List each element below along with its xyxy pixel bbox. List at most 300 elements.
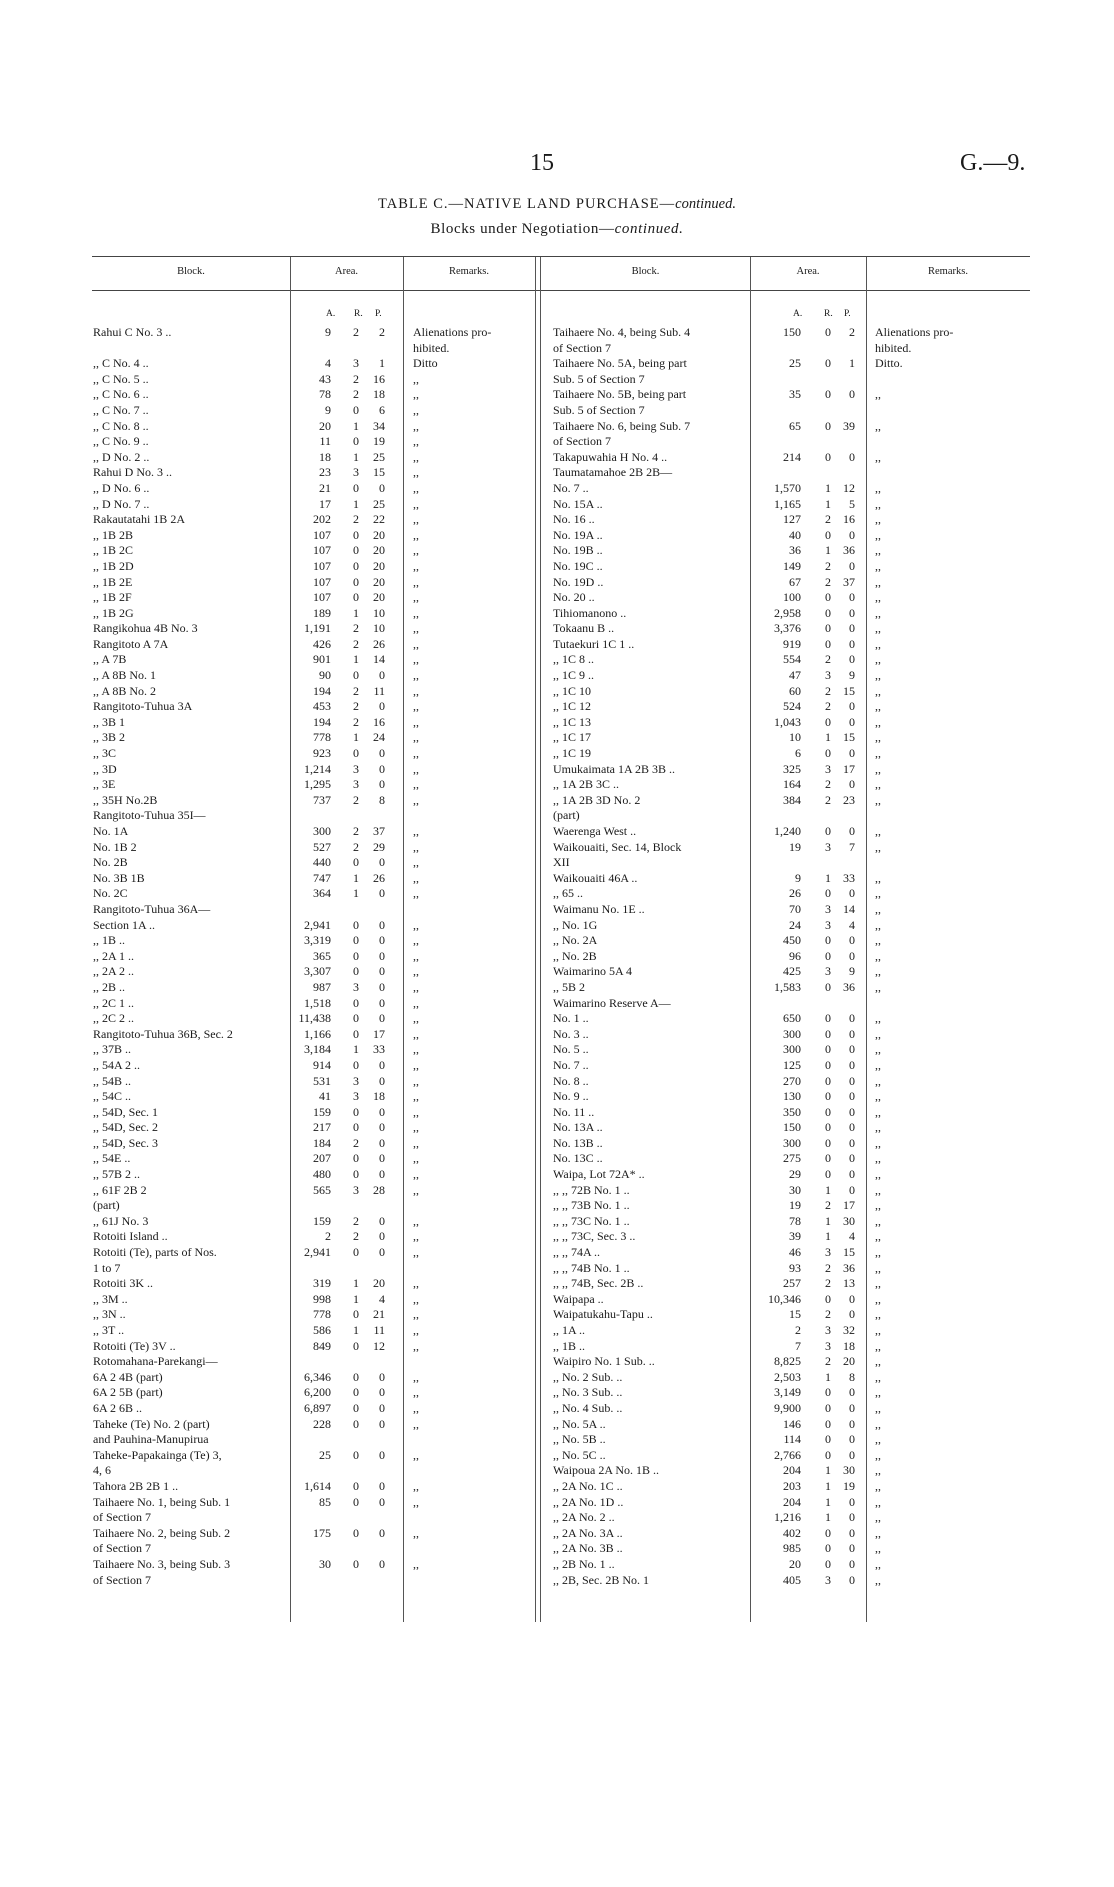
table-row <box>93 1323 533 1339</box>
block-name: ,, 57B 2 .. <box>93 1167 141 1182</box>
table-row <box>93 325 533 341</box>
area-roods: 1 <box>353 605 359 620</box>
table-row <box>93 590 533 606</box>
remarks-cell: ,, <box>875 1151 881 1166</box>
remarks-cell: ,, <box>413 434 419 449</box>
area-perches: 33 <box>373 1042 385 1057</box>
block-name: No. 11 .. <box>553 1104 595 1119</box>
area-acres: 300 <box>313 824 331 838</box>
area-roods: 1 <box>353 1276 359 1291</box>
area-roods: 0 <box>353 1385 359 1400</box>
area-roods: 3 <box>825 1245 831 1260</box>
table-row <box>553 996 1033 1012</box>
area-perches: 30 <box>843 1213 855 1228</box>
area-roods: 1 <box>353 652 359 667</box>
remarks-cell: ,, <box>413 480 419 495</box>
unit-acres: A. <box>326 309 336 319</box>
remarks-cell: ,, <box>413 1026 419 1041</box>
area-roods: 0 <box>825 1057 831 1072</box>
table-row <box>553 840 1033 856</box>
remarks-cell: ,, <box>413 1167 419 1182</box>
block-name: Waikouaiti 46A .. <box>553 870 638 885</box>
area-perches: 36 <box>843 543 855 558</box>
area-roods: 1 <box>353 449 359 464</box>
table-row <box>553 1074 1033 1090</box>
table-row <box>93 1448 533 1464</box>
block-name: Waipa, Lot 72A* .. <box>553 1167 645 1182</box>
area-perches: 11 <box>373 683 385 698</box>
remarks-cell: ,, <box>413 886 419 901</box>
block-name: 4, 6 <box>93 1463 111 1478</box>
remarks-cell: ,, <box>413 1369 419 1384</box>
table-row <box>93 1510 533 1526</box>
table-row <box>93 933 533 949</box>
block-name: ,, A 8B No. 1 <box>93 668 157 683</box>
remarks-cell: ,, <box>413 496 419 511</box>
area-perches: 0 <box>849 1556 855 1571</box>
block-name: ,, C No. 7 .. <box>93 402 149 417</box>
block-name: ,, ,, 73C No. 1 .. <box>553 1213 630 1228</box>
remarks-cell: ,, <box>875 496 881 511</box>
area-perches: 0 <box>849 777 855 792</box>
remarks-cell: ,, <box>413 870 419 885</box>
block-name: ,, 54D, Sec. 3 <box>93 1135 158 1150</box>
area-roods: 1 <box>825 480 831 495</box>
area-perches: 0 <box>379 1385 385 1400</box>
area-perches: 28 <box>373 1182 385 1197</box>
remarks-cell: ,, <box>413 1120 419 1135</box>
area-acres: 2 <box>795 1323 801 1337</box>
table-row <box>553 730 1033 746</box>
remarks-cell: ,, <box>875 979 881 994</box>
block-name: ,, 1C 17 <box>553 730 592 745</box>
block-name: ,, No. 2B <box>553 948 597 963</box>
remarks-cell: ,, <box>875 1089 881 1104</box>
remarks-cell: ,, <box>875 683 881 698</box>
area-roods: 1 <box>825 543 831 558</box>
area-roods: 1 <box>825 1478 831 1493</box>
table-row <box>553 465 1033 481</box>
area-acres: 531 <box>313 1073 331 1088</box>
area-perches: 0 <box>849 1525 855 1540</box>
block-name: 6A 2 4B (part) <box>93 1369 163 1384</box>
remarks-cell: ,, <box>875 512 881 527</box>
remarks-cell: ,, <box>875 933 881 948</box>
table-row <box>553 949 1033 965</box>
block-name: ,, No. 3 Sub. .. <box>553 1385 623 1400</box>
area-acres: 189 <box>313 605 331 620</box>
remarks-cell: ,, <box>413 543 419 558</box>
table-row <box>93 684 533 700</box>
remarks-cell: ,, <box>875 1182 881 1197</box>
area-roods: 3 <box>825 917 831 932</box>
table-row <box>553 1229 1033 1245</box>
area-perches: 0 <box>379 1073 385 1088</box>
area-perches: 0 <box>849 652 855 667</box>
table-row <box>553 559 1033 575</box>
remarks-cell: ,, <box>413 652 419 667</box>
area-acres: 527 <box>313 839 331 854</box>
remarks-cell: ,, <box>413 512 419 527</box>
area-acres: 127 <box>783 512 801 527</box>
area-perches: 0 <box>379 964 385 979</box>
block-name: ,, C No. 9 .. <box>93 434 149 449</box>
remarks-cell: ,, <box>875 668 881 683</box>
area-acres: 159 <box>313 1213 331 1228</box>
area-roods: 0 <box>353 1494 359 1509</box>
remarks-cell: ,, <box>875 543 881 558</box>
area-roods: 0 <box>825 1432 831 1447</box>
area-acres: 849 <box>313 1338 331 1353</box>
remarks-cell: ,, <box>875 1057 881 1072</box>
table-subtitle-main: Blocks under Negotiation— <box>430 221 615 237</box>
area-acres: 1,191 <box>304 621 331 636</box>
table-row <box>553 1417 1033 1433</box>
area-roods: 0 <box>825 1135 831 1150</box>
area-acres: 39 <box>789 1229 801 1244</box>
area-perches: 0 <box>379 1245 385 1260</box>
table-row <box>553 1323 1033 1339</box>
area-roods: 0 <box>825 1011 831 1026</box>
table-row <box>553 824 1033 840</box>
block-name: ,, ,, 74B, Sec. 2B .. <box>553 1276 644 1291</box>
area-perches: 18 <box>373 387 385 402</box>
block-name: ,, 3E <box>93 777 116 792</box>
area-acres: 26 <box>789 886 801 901</box>
block-name: No. 19C .. <box>553 558 603 573</box>
block-name: ,, 2A No. 1D .. <box>553 1494 624 1509</box>
area-perches: 0 <box>379 886 385 901</box>
block-name: ,, 3C <box>93 746 117 761</box>
block-name: ,, 1C 10 <box>553 683 592 698</box>
area-roods: 0 <box>825 387 831 402</box>
area-acres: 11,438 <box>298 1011 331 1026</box>
area-acres: 228 <box>313 1416 331 1431</box>
area-perches: 2 <box>379 325 385 339</box>
area-roods: 0 <box>825 325 831 339</box>
area-perches: 0 <box>379 1525 385 1540</box>
block-name: 6A 2 6B .. <box>93 1400 143 1415</box>
area-perches: 0 <box>379 917 385 932</box>
area-roods: 0 <box>825 886 831 901</box>
block-name: No. 13A .. <box>553 1120 603 1135</box>
block-name: ,, 1B 2D <box>93 558 134 573</box>
remarks-cell: ,, <box>875 1494 881 1509</box>
area-acres: 554 <box>783 652 801 667</box>
area-acres: 364 <box>313 886 331 901</box>
block-name: ,, D No. 7 .. <box>93 496 150 511</box>
area-roods: 3 <box>825 964 831 979</box>
area-perches: 0 <box>379 746 385 761</box>
table-row <box>93 1120 533 1136</box>
table-row <box>93 512 533 528</box>
remarks-cell: ,, <box>413 1307 419 1322</box>
table-row <box>93 855 533 871</box>
area-perches: 0 <box>379 1120 385 1135</box>
block-name: ,, 3B 2 <box>93 730 126 745</box>
area-acres: 440 <box>313 855 331 870</box>
area-acres: 130 <box>783 1089 801 1104</box>
remarks-cell: Alienations pro- <box>413 325 492 339</box>
area-acres: 70 <box>789 901 801 916</box>
table-row <box>93 543 533 559</box>
area-roods: 2 <box>353 1213 359 1228</box>
area-perches: 0 <box>849 1089 855 1104</box>
area-roods: 0 <box>353 964 359 979</box>
area-perches: 32 <box>843 1323 855 1337</box>
area-acres: 6,200 <box>304 1385 331 1400</box>
area-acres: 20 <box>789 1556 801 1571</box>
area-acres: 40 <box>789 527 801 542</box>
remarks-cell: ,, <box>413 1135 419 1150</box>
area-acres: 9 <box>795 870 801 885</box>
table-row <box>93 1214 533 1230</box>
area-acres: 43 <box>319 371 331 386</box>
table-row <box>93 1276 533 1292</box>
block-name: No. 5 .. <box>553 1042 589 1057</box>
table-row <box>93 497 533 513</box>
block-name: ,, 54B .. <box>93 1073 132 1088</box>
table-row <box>553 1307 1033 1323</box>
area-acres: 214 <box>783 449 801 464</box>
block-name: No. 3 .. <box>553 1026 589 1041</box>
table-row <box>553 356 1033 372</box>
remarks-cell: ,, <box>875 652 881 667</box>
remarks-cell: ,, <box>413 1089 419 1104</box>
remarks-cell: ,, <box>413 402 419 417</box>
block-name: Rotomahana-Parekangi— <box>93 1354 218 1369</box>
area-perches: 0 <box>849 1307 855 1322</box>
block-name: Waipatukahu-Tapu .. <box>553 1307 653 1322</box>
area-roods: 0 <box>353 1307 359 1322</box>
block-name: ,, No. 1G <box>553 917 598 932</box>
table-title-main: TABLE C.—NATIVE LAND PURCHASE— <box>378 196 676 212</box>
area-roods: 2 <box>353 512 359 527</box>
remarks-cell: ,, <box>875 948 881 963</box>
area-acres: 480 <box>313 1167 331 1182</box>
area-perches: 0 <box>849 605 855 620</box>
area-perches: 12 <box>843 480 855 495</box>
table-row <box>553 715 1033 731</box>
block-name: Rangitoto A 7A <box>93 636 169 651</box>
area-acres: 1,583 <box>774 979 801 994</box>
block-name: Taihaere No. 1, being Sub. 1 <box>93 1494 231 1509</box>
block-name: ,, 1B 2F <box>93 590 132 605</box>
area-perches: 25 <box>373 449 385 464</box>
area-perches: 0 <box>849 1291 855 1306</box>
remarks-cell: ,, <box>413 761 419 776</box>
area-roods: 2 <box>353 387 359 402</box>
area-acres: 149 <box>783 558 801 573</box>
block-name: ,, No. 5C .. <box>553 1447 606 1462</box>
area-acres: 1,166 <box>304 1026 331 1041</box>
table-row <box>93 1058 533 1074</box>
area-perches: 0 <box>849 933 855 948</box>
area-roods: 0 <box>825 1073 831 1088</box>
table-row <box>553 1401 1033 1417</box>
block-name: No. 2C <box>93 886 128 901</box>
unit-roods: R. <box>824 309 833 319</box>
block-name: (part) <box>553 808 580 823</box>
area-perches: 0 <box>379 668 385 683</box>
block-name: of Section 7 <box>93 1541 151 1556</box>
table-row <box>553 1276 1033 1292</box>
area-roods: 2 <box>825 1260 831 1275</box>
area-perches: 0 <box>379 777 385 792</box>
area-perches: 0 <box>849 886 855 901</box>
table-row <box>553 886 1033 902</box>
block-name: ,, 65 .. <box>553 886 583 901</box>
table-row <box>93 450 533 466</box>
area-perches: 20 <box>843 1354 855 1369</box>
remarks-cell: ,, <box>413 1151 419 1166</box>
area-roods: 2 <box>353 699 359 714</box>
area-roods: 0 <box>353 1416 359 1431</box>
table-row <box>93 1307 533 1323</box>
block-name: ,, 37B .. <box>93 1042 132 1057</box>
area-roods: 0 <box>353 1151 359 1166</box>
area-roods: 0 <box>353 1057 359 1072</box>
area-roods: 0 <box>825 1291 831 1306</box>
area-perches: 0 <box>379 933 385 948</box>
block-name: Waimanu No. 1E .. <box>553 901 645 916</box>
area-perches: 39 <box>843 418 855 433</box>
area-acres: 10 <box>789 730 801 745</box>
right-table-body <box>553 325 1033 1588</box>
remarks-cell: ,, <box>875 449 881 464</box>
remarks-cell: ,, <box>413 777 419 792</box>
block-name: ,, ,, 74B No. 1 .. <box>553 1260 630 1275</box>
area-perches: 0 <box>849 1541 855 1556</box>
area-perches: 15 <box>843 730 855 745</box>
table-row <box>93 730 533 746</box>
area-acres: 985 <box>783 1541 801 1556</box>
remarks-cell: hibited. <box>875 340 912 355</box>
area-perches: 22 <box>373 512 385 527</box>
block-name: Taihaere No. 6, being Sub. 7 <box>553 418 691 433</box>
block-name: ,, 2A No. 3A .. <box>553 1525 623 1540</box>
area-acres: 107 <box>313 527 331 542</box>
table-row <box>93 356 533 372</box>
area-acres: 350 <box>783 1104 801 1119</box>
table-row <box>93 637 533 653</box>
block-name: ,, ,, 74A .. <box>553 1245 601 1260</box>
table-row <box>93 668 533 684</box>
area-perches: 14 <box>843 901 855 916</box>
table-row <box>553 1151 1033 1167</box>
area-roods: 3 <box>353 1089 359 1104</box>
area-roods: 0 <box>825 1089 831 1104</box>
header-remarks-left: Remarks. <box>449 266 489 277</box>
area-roods: 1 <box>825 1229 831 1244</box>
area-roods: 0 <box>353 543 359 558</box>
remarks-cell: ,, <box>875 1198 881 1213</box>
area-perches: 0 <box>849 714 855 729</box>
area-perches: 0 <box>379 948 385 963</box>
block-name: Rotoiti (Te), parts of Nos. <box>93 1245 217 1260</box>
block-name: ,, 1B 2G <box>93 605 134 620</box>
area-acres: 6,346 <box>304 1369 331 1384</box>
block-name: ,, 2A No. 3B .. <box>553 1541 623 1556</box>
block-name: ,, A 7B <box>93 652 127 667</box>
area-acres: 919 <box>783 636 801 651</box>
table-row <box>553 1261 1033 1277</box>
table-row <box>553 793 1033 809</box>
unit-perches: P. <box>844 309 851 319</box>
table-row <box>93 652 533 668</box>
area-roods: 2 <box>825 558 831 573</box>
table-row <box>553 871 1033 887</box>
area-acres: 747 <box>313 870 331 885</box>
block-name: of Section 7 <box>553 340 611 355</box>
area-acres: 78 <box>789 1213 801 1228</box>
area-acres: 1,165 <box>774 496 801 511</box>
table-row <box>93 387 533 403</box>
area-perches: 0 <box>849 636 855 651</box>
area-roods: 2 <box>353 824 359 838</box>
area-acres: 100 <box>783 590 801 605</box>
area-acres: 114 <box>783 1432 801 1447</box>
remarks-cell: ,, <box>413 1229 419 1244</box>
remarks-cell: ,, <box>875 1245 881 1260</box>
area-perches: 18 <box>373 1089 385 1104</box>
block-name: ,, 2A No. 1C .. <box>553 1478 623 1493</box>
area-perches: 0 <box>379 761 385 776</box>
area-acres: 93 <box>789 1260 801 1275</box>
area-perches: 0 <box>849 1400 855 1415</box>
area-acres: 1,295 <box>304 777 331 792</box>
remarks-cell: ,, <box>413 1385 419 1400</box>
area-roods: 0 <box>353 948 359 963</box>
block-name: Tihiomanono .. <box>553 605 627 620</box>
table-row <box>553 512 1033 528</box>
area-acres: 300 <box>783 1026 801 1041</box>
block-name: Taihaere No. 5A, being part <box>553 356 687 371</box>
area-perches: 0 <box>379 1416 385 1431</box>
area-perches: 4 <box>849 917 855 932</box>
area-perches: 16 <box>373 371 385 386</box>
area-perches: 18 <box>843 1338 855 1353</box>
area-perches: 17 <box>843 761 855 776</box>
remarks-cell: ,, <box>413 948 419 963</box>
area-roods: 3 <box>825 1572 831 1587</box>
remarks-cell: ,, <box>875 917 881 932</box>
area-perches: 0 <box>849 1432 855 1447</box>
remarks-cell: ,, <box>413 1104 419 1119</box>
area-perches: 25 <box>373 496 385 511</box>
block-name: ,, ,, 73B No. 1 .. <box>553 1198 630 1213</box>
table-row <box>93 793 533 809</box>
block-name: Rangitoto-Tuhua 36B, Sec. 2 <box>93 1026 233 1041</box>
block-name: Rahui D No. 3 .. <box>93 465 172 480</box>
block-name: No. 1A <box>93 824 129 838</box>
table-subtitle <box>0 221 1114 238</box>
table-row <box>93 465 533 481</box>
area-acres: 47 <box>789 668 801 683</box>
remarks-cell: ,, <box>875 777 881 792</box>
area-acres: 384 <box>783 792 801 807</box>
area-roods: 0 <box>353 1525 359 1540</box>
area-perches: 0 <box>849 824 855 838</box>
area-roods: 1 <box>825 496 831 511</box>
area-roods: 2 <box>353 371 359 386</box>
area-perches: 0 <box>379 1447 385 1462</box>
table-row <box>553 419 1033 435</box>
area-roods: 0 <box>825 1556 831 1571</box>
table-row <box>93 1042 533 1058</box>
block-name: ,, 2A No. 2 .. <box>553 1510 615 1525</box>
area-acres: 2,958 <box>774 605 801 620</box>
